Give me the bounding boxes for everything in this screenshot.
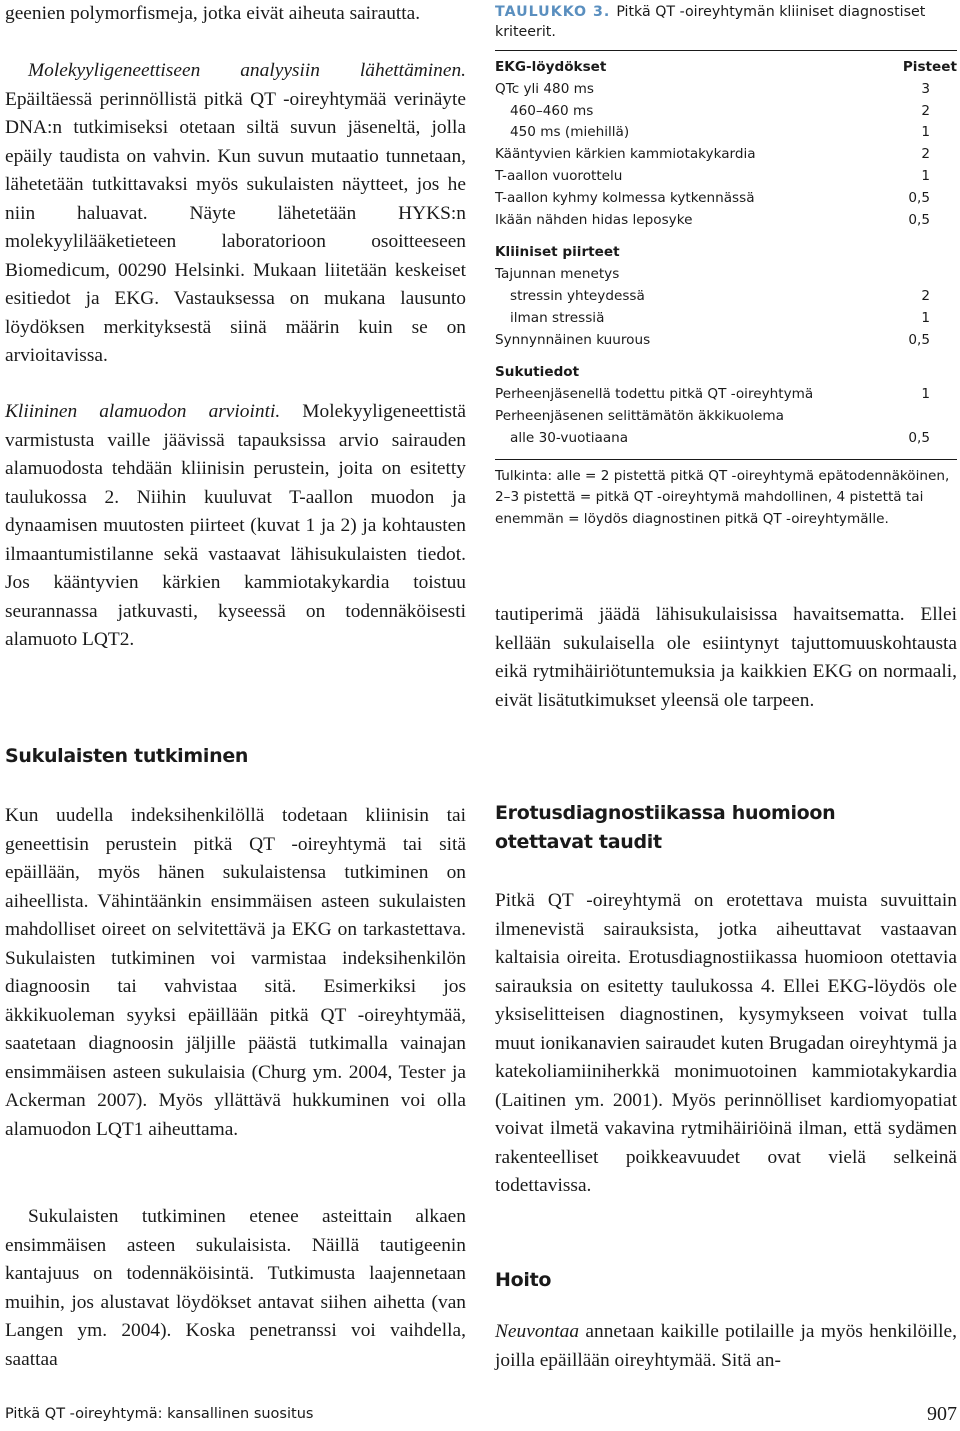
paragraph-lead: Kliininen alamuodon arviointi. [5, 401, 281, 422]
paragraph-continuation: geenien polymorfismeja, jotka eivät aiheuta sairautta. [5, 3, 421, 24]
row-label: T-aallon kyhmy kolmessa kytkennässä [495, 189, 755, 206]
row-points: 0,5 [908, 429, 930, 446]
paragraph-clinical-subtype [5, 398, 466, 655]
row-label: Perheenjäsenellä todettu pitkä QT -oireyhtymä [495, 386, 814, 403]
row-points: 0,5 [908, 189, 930, 206]
paragraph-body: annetaan kaikille potilaille ja myös henkilöille, joilla epäillään oireyhtymää. Sitä an- [495, 1321, 957, 1371]
table-row [495, 122, 957, 144]
table-note: Tulkinta: alle = 2 pistettä pitkä QT -oireyhtymä epätodennäköinen, 2–3 pistettä = pitkä QT -oireyhtymä mahdollinen, 4 pistettä tai enemmän = löydös diagnostinen pitkä QT -oireyhtymälle. [495, 467, 950, 528]
table-row [495, 286, 957, 308]
table-header-row [495, 57, 957, 79]
col-header-findings: EKG-löydökset [495, 59, 607, 75]
table-row [495, 210, 957, 232]
row-label: alle 30-vuotiaana [510, 429, 629, 446]
row-label: QTc yli 480 ms [495, 80, 594, 97]
table-row [495, 144, 957, 166]
row-points: 0,5 [908, 331, 930, 348]
row-label: Perheenjäsenen selittämätön äkkikuolema [495, 407, 784, 424]
row-points: 1 [921, 309, 930, 326]
col-header-points: Pisteet [902, 59, 957, 75]
row-label: ilman stressiä [510, 309, 605, 326]
table-row [495, 166, 957, 188]
section-label: Kliiniset piirteet [495, 244, 620, 261]
paragraph-body: Epäiltäessä perinnöllistä pitkä QT -oireyhtymää verinäyte DNA:n tutkimiseksi otetaan siltä suvun jäseneltä, jolla epäily taudista on vahvin. Kun suvun mutaatio tunnetaan, lähetetään tutkittavaksi myös sukulaisten näytteet, jos he niin haluavat. Näyte lähetetään HYKS:n molekyylilääketieteen laboratorioon osoitteeseen Biomedicum, 00290 Helsinki. Mukaan liitetään keskeiset esitiedot ja EKG. Vastauksessa on mukana lausunto löydöksen merkityksestä siinä määrin kuin se on arvioitavissa. [5, 88, 466, 366]
table-caption-text: Pitkä QT -oireyhtymän kliiniset diagnostiset kriteerit. [495, 4, 926, 40]
heading-differential-diagnosis: Erotusdiagnostiikassa huomioon otettavat taudit [495, 802, 836, 853]
row-label: Ikään nähden hidas leposyke [495, 211, 693, 228]
table-section-clinical [495, 242, 957, 264]
table-label: TAULUKKO 3. [495, 4, 611, 20]
table-row [495, 264, 957, 286]
paragraph-lead: Neuvontaa [495, 1321, 580, 1342]
row-label: Synnynnäinen kuurous [495, 331, 651, 348]
table-row [495, 330, 957, 352]
table-top-rule [495, 50, 957, 51]
paragraph-relatives-1: Kun uudella indeksihenkilöllä todetaan kliinisin tai geneettisin perustein pitkä QT -oireyhtymä tai sitä epäillään, myös hänen sukulaistensa tutkiminen on aiheellista. Vähintäänkin ensimmäisen asteen sukulaisten mahdolliset oireet on selvitettävä ja EKG on tarkastettava. Sukulaisten tutkiminen voi varmistaa indeksihenkilön diagnoosin tai vahvistaa sitä. Esimerkiksi jos äkkikuoleman syyksi epäillään pitkä QT -oireyhtymää, saatetaan diagnoosin jäljille päästä tutkimalla vainajan ensimmäisen asteen sukulaisia (Churg ym. 2004, Tester ja Ackerman 2007). Myös yllättävä hukkuminen voi olla alamuodon LQT1 aiheuttama. [5, 805, 466, 1140]
paragraph-treatment [495, 1318, 957, 1375]
table-row [495, 101, 957, 123]
running-footer-title: Pitkä QT -oireyhtymä: kansallinen suositus [5, 1406, 314, 1422]
row-points: 2 [921, 102, 930, 119]
paragraph-lead: Molekyyligeneettiseen analyysiin lähettäminen. [28, 60, 466, 81]
heading-relatives-study: Sukulaisten tutkiminen [5, 745, 249, 767]
table-row [495, 384, 957, 406]
paragraph-relatives-cont: tautiperimä jäädä lähisukulaisissa havaitsematta. Ellei kellään sukulaisella ole esiintynyt tajuttomuuskohtausta eikä rytmihäiriötuntemuksia ja kaikkien EKG on normaali, eivät lisätutkimukset yleensä ole tarpeen. [495, 604, 957, 711]
table-row [495, 406, 957, 428]
row-points: 1 [921, 167, 930, 184]
table-row [495, 308, 957, 330]
row-label: 450 ms (miehillä) [510, 124, 630, 141]
row-label: 460–460 ms [510, 102, 594, 119]
row-points: 3 [921, 80, 930, 97]
row-points: 2 [921, 287, 930, 304]
page-number: 907 [927, 1403, 957, 1425]
row-label: Kääntyvien kärkien kammiotakykardia [495, 146, 756, 163]
row-points: 2 [921, 146, 930, 163]
table-row [495, 428, 957, 450]
table-body [495, 57, 957, 450]
table-row [495, 188, 957, 210]
paragraph-differential: Pitkä QT -oireyhtymä on erotettava muista suvuittain ilmenevistä sairauksista, jotka aiheuttavat vastaavan kaltaisia oireita. Erotusdiagnostiikassa huomioon otettavia sairauksia on esitetty taulukossa 4. Ellei EKG-löydös ole yksiselitteisen diagnostinen, kysymykseen voivat tulla muut ionikanavien sairaudet kuten Brugadan oireyhtymä ja katekoliamiiniherkkä monimuotoinen kammiotakykardia (Laitinen ym. 2001). Myös perinnölliset kardiomyopatiat voivat ilmetä vakavina rytmihäiriöinä ilman, että sydämen rakenteelliset poikkeavuudet ovat vielä selkeinä todettavissa. [495, 890, 957, 1196]
section-label: Sukutiedot [495, 364, 580, 381]
table-caption [495, 2, 957, 42]
table-bottom-rule [495, 459, 957, 460]
heading-treatment: Hoito [495, 1269, 552, 1291]
row-label: Tajunnan menetys [495, 266, 620, 283]
row-points: 0,5 [908, 211, 930, 228]
paragraph-molecular-analysis [5, 57, 466, 371]
table-row [495, 79, 957, 101]
row-points: 1 [921, 386, 930, 403]
row-label: stressin yhteydessä [510, 287, 645, 304]
table-3 [495, 2, 957, 531]
row-points: 1 [921, 124, 930, 141]
paragraph-body: Molekyyligeneettistä varmistusta vaille jäävissä tapauksissa arvio sairauden alamuodosta tehdään kliinisin perustein, joita on esitetty taulukossa 2. Niihin kuuluvat T-aallon muodon ja dynaamisen muutosten piirteet (kuvat 1 ja 2) ja kohtausten ilmaantumistilanne sekä vastaavat lähisukulaisten tiedot. Jos kääntyvien kärkien kammiotakykardia toistuu seurannassa jatkuvasti, kyseessä on todennäköisesti alamuoto LQT2. [5, 401, 466, 650]
table-section-family [495, 362, 957, 384]
paragraph-relatives-2: Sukulaisten tutkiminen etenee asteittain alkaen ensimmäisen asteen sukulaisista. Näillä tautigeenin kantajuus on todennäköisintä. Tutkimusta laajennetaan muihin, jos alustavat löydökset antavat siihen aihetta (van Langen ym. 2004). Koska penetranssi voi vaihdella, saattaa [5, 1206, 466, 1370]
row-label: T-aallon vuorottelu [495, 167, 623, 184]
